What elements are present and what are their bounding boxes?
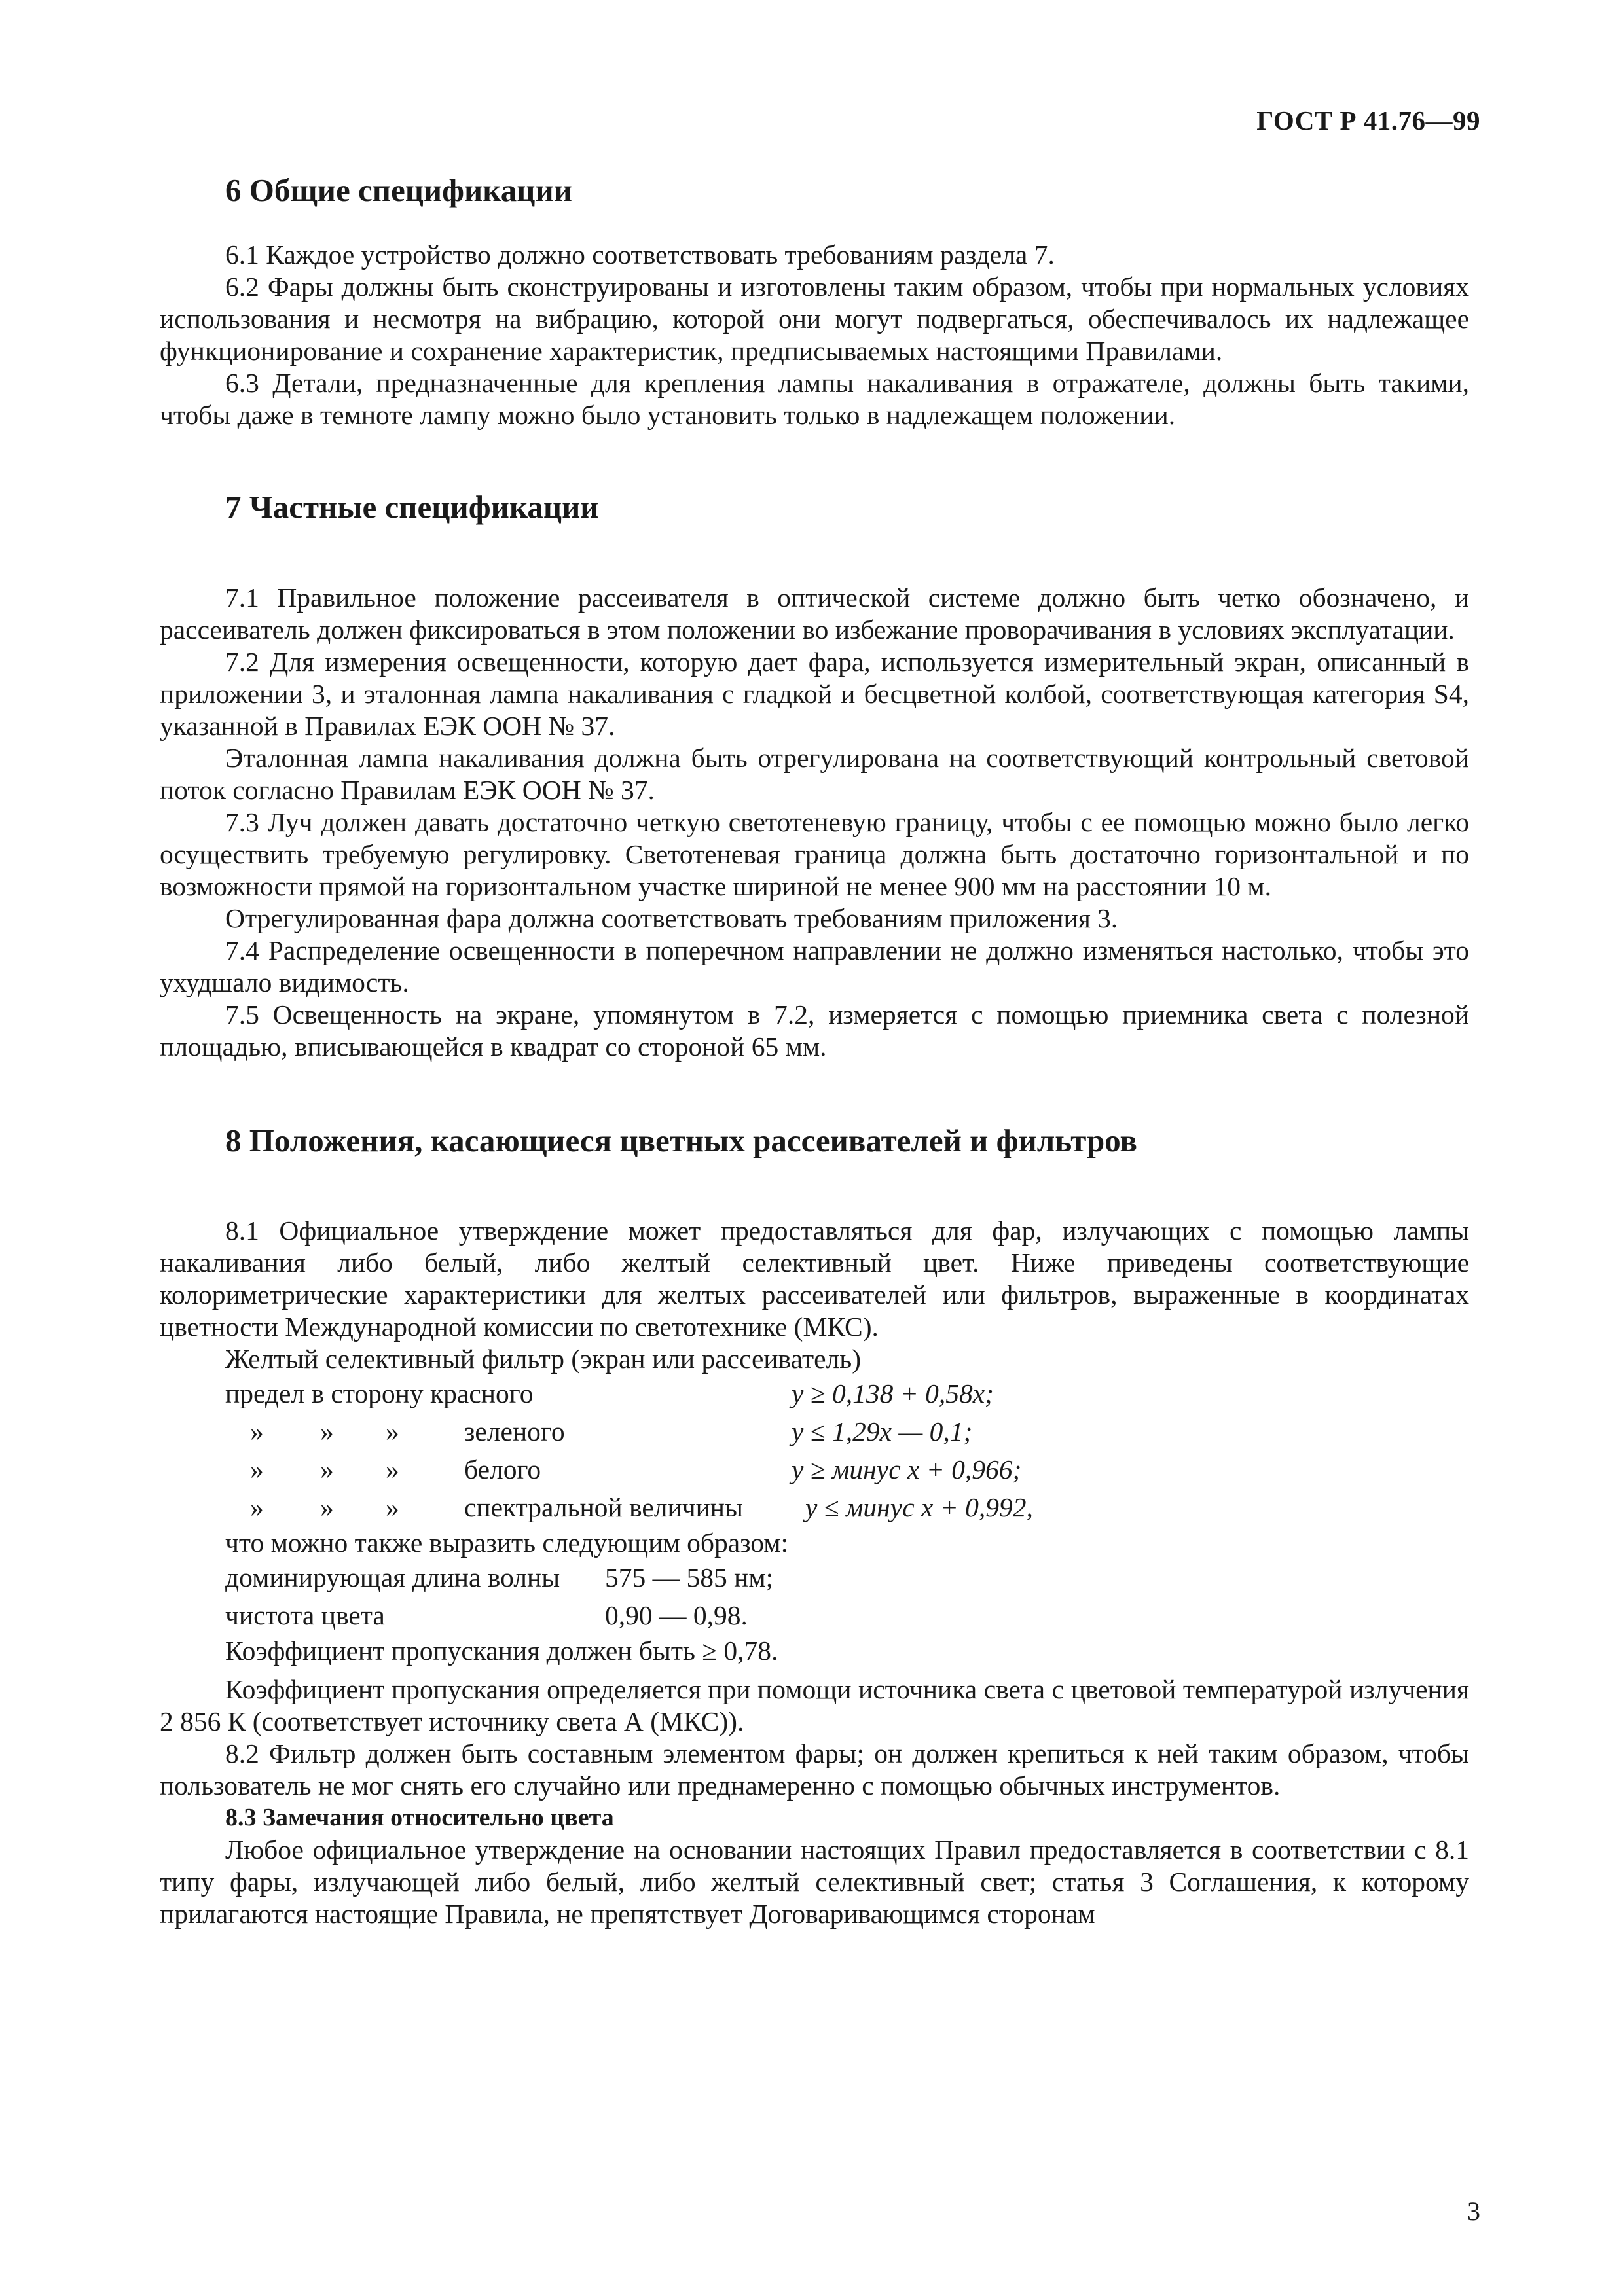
paragraph-7-4: 7.4 Распределение освещенности в поперечном направлении не должно изменяться настолько, чтобы это ухудшало видимость. xyxy=(160,935,1469,997)
paragraph-7-3: 7.3 Луч должен давать достаточно четкую светотеневую границу, чтобы с ее помощью можно было легко осуществить требуемую регулировку. Светотеневая граница должна быть достаточно горизонтальной и по возможности прямой на горизонтальном участке шириной не менее 900 мм на расстоянии 10 м. xyxy=(160,806,1469,901)
limit-formula: y ≤ 1,29x — 0,1; xyxy=(792,1416,973,1447)
section-7-title: 7 Частные спецификации xyxy=(225,488,599,525)
color-purity-value: 0,90 — 0,98. xyxy=(605,1600,748,1631)
paragraph-7-2-lamp: Эталонная лампа накаливания должна быть отрегулирована на соответствующий контрольный световой поток согласно Правилам ЕЭК ООН № 37. xyxy=(160,742,1469,805)
paragraph-8-3: Любое официальное утверждение на основании настоящих Правил предоставляется в соответствии с 8.1 типу фары, излучающей либо белый, либо желтый селективный свет; статья 3 Соглашения, к которому прилагаются настоящие Правила, не препятствует Договаривающимся сторонам xyxy=(160,1835,1469,1929)
dominant-wavelength-row xyxy=(160,1559,1469,1597)
section-8-title: 8 Положения, касающиеся цветных рассеивателей и фильтров xyxy=(225,1122,1137,1158)
paragraph-8-2: 8.2 Фильтр должен быть составным элементом фары; он должен крепиться к ней таким образом, чтобы пользователь не мог снять его случайно или преднамеренно с помощью обычных инструментов. xyxy=(160,1738,1469,1801)
ditto-mark: » xyxy=(386,1416,399,1447)
section-6-title: 6 Общие спецификации xyxy=(225,172,572,208)
paragraph-8-1: 8.1 Официальное утверждение может предоставляться для фар, излучающих с помощью лампы накаливания либо белый, либо желтый селективный цвет. Ниже приведены соответствующие колориметрические характеристики для желтых рассеивателей или фильтров, выраженные в координатах цветности Международной комиссии по светотехнике (МКС). xyxy=(160,1215,1469,1342)
limit-label: белого xyxy=(464,1454,541,1485)
paragraph-7-1: 7.1 Правильное положение рассеивателя в оптической системе должно быть четко обозначено, и рассеиватель должен фиксироваться в этом положении во избежание проворачивания в условиях эксплуатации. xyxy=(160,582,1469,645)
filter-heading: Желтый селективный фильтр (экран или рассеиватель) xyxy=(225,1344,862,1374)
chromaticity-limits xyxy=(160,1375,1469,1527)
paragraph-7-5: 7.5 Освещенность на экране, упомянутом в 7.2, измеряется с помощью приемника света с полезной площадью, вписывающейся в квадрат со стороной 65 мм. xyxy=(160,999,1469,1062)
paragraph-7-3-adjusted: Отрегулированная фара должна соответствовать требованиям приложения 3. xyxy=(225,903,1118,933)
limit-row xyxy=(160,1489,1469,1527)
ditto-mark: » xyxy=(250,1454,264,1485)
limit-row xyxy=(160,1451,1469,1489)
paragraph-7-2: 7.2 Для измерения освещенности, которую дает фара, используется измерительный экран, описанный в приложении 3, и эталонная лампа накаливания с гладкой и бесцветной колбой, соответствующая категория S4, указанной в Правилах ЕЭК ООН № 37. xyxy=(160,646,1469,741)
paragraph-8-1-transmission: Коэффициент пропускания определяется при помощи источника света с цветовой температурой излучения 2 856 К (соответствует источнику света А (МКС)). xyxy=(160,1674,1469,1737)
color-purity-label: чистота цвета xyxy=(225,1600,385,1631)
ditto-mark: » xyxy=(320,1492,334,1523)
document-body xyxy=(160,171,1469,1930)
dominant-wavelength-value: 575 — 585 нм; xyxy=(605,1562,774,1593)
limit-formula: y ≥ 0,138 + 0,58x; xyxy=(792,1378,994,1409)
paragraph-6-1: 6.1 Каждое устройство должно соответствовать требованиям раздела 7. xyxy=(225,239,1055,270)
limit-row xyxy=(160,1375,1469,1413)
ditto-mark: » xyxy=(320,1416,334,1447)
limit-row xyxy=(160,1413,1469,1451)
page-number: 3 xyxy=(1467,2197,1480,2226)
ditto-mark: » xyxy=(386,1492,399,1523)
dominant-wavelength-label: доминирующая длина волны xyxy=(225,1562,560,1593)
limit-label: зеленого xyxy=(464,1416,565,1447)
ditto-mark: » xyxy=(250,1492,264,1523)
ditto-mark: » xyxy=(320,1454,334,1485)
transmission-requirement: Коэффициент пропускания должен быть ≥ 0,78. xyxy=(225,1636,778,1666)
subsection-8-3-title: 8.3 Замечания относительно цвета xyxy=(225,1804,614,1832)
limit-label: спектральной величины xyxy=(464,1492,743,1523)
standard-code: ГОСТ Р 41.76—99 xyxy=(1256,105,1480,135)
limit-formula: y ≤ минус x + 0,992, xyxy=(805,1492,1033,1523)
ditto-mark: » xyxy=(386,1454,399,1485)
limit-label: предел в сторону красного xyxy=(225,1378,534,1409)
also-expressed-text: что можно также выразить следующим образом: xyxy=(225,1528,789,1558)
paragraph-6-3: 6.3 Детали, предназначенные для крепления лампы накаливания в отражателе, должны быть такими, чтобы даже в темноте лампу можно было установить только в надлежащем положении. xyxy=(160,367,1469,430)
ditto-mark: » xyxy=(250,1416,264,1447)
color-purity-row xyxy=(160,1597,1469,1635)
paragraph-6-2: 6.2 Фары должны быть сконструированы и изготовлены таким образом, чтобы при нормальных условиях использования и несмотря на вибрацию, которой они могут подвергаться, обеспечивалось их надлежащее функционирование и сохранение характеристик, предписываемых настоящими Правилами. xyxy=(160,271,1469,366)
limit-formula: y ≥ минус x + 0,966; xyxy=(792,1454,1022,1485)
